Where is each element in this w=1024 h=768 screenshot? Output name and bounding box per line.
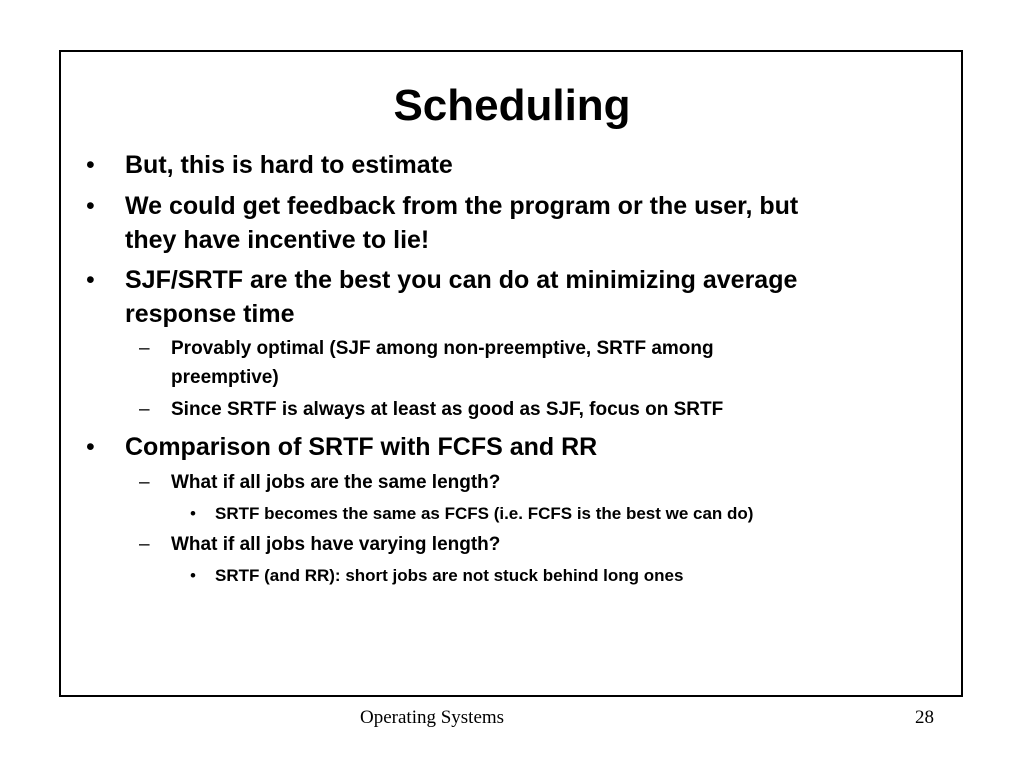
sub-bullet-4-2: What if all jobs have varying length? <box>171 534 501 555</box>
bullet-marker-2: • <box>86 192 95 220</box>
dash-marker-4-1: – <box>139 472 150 493</box>
sub-bullet-3-2: Since SRTF is always at least as good as SJF, focus on SRTF <box>171 399 724 420</box>
sub-bullet-3-1-line1: Provably optimal (SJF among non-preemptive, SRTF among <box>171 338 714 359</box>
bullet-marker-4-1-1: • <box>190 504 196 523</box>
slide-title-text: Scheduling <box>393 81 631 130</box>
bullet-marker-3: • <box>86 266 95 294</box>
sub-sub-bullet-4-2-1: SRTF (and RR): short jobs are not stuck behind long ones <box>215 566 684 585</box>
footer-course-title: Operating Systems <box>360 707 505 728</box>
bullet-4-text: Comparison of SRTF with FCFS and RR <box>125 433 598 461</box>
slide-title <box>0 79 1024 133</box>
bullet-marker-4-2-1: • <box>190 566 196 585</box>
bullet-2-text-line1: We could get feedback from the program or the user, but <box>125 192 799 220</box>
sub-bullet-4-1: What if all jobs are the same length? <box>171 472 501 493</box>
sub-sub-bullet-4-1-1: SRTF becomes the same as FCFS (i.e. FCFS is the best we can do) <box>215 504 754 523</box>
bullet-2-text-line2: they have incentive to lie! <box>125 226 430 254</box>
bullet-1-text: But, this is hard to estimate <box>125 151 453 179</box>
bullet-marker-1: • <box>86 151 95 179</box>
dash-marker-3-2: – <box>139 399 150 420</box>
sub-bullet-3-1-line2: preemptive) <box>171 367 279 388</box>
footer-page-number: 28 <box>915 707 934 728</box>
bullet-3-text-line2: response time <box>125 300 295 328</box>
bullet-marker-4: • <box>86 433 95 461</box>
bullet-3-text-line1: SJF/SRTF are the best you can do at minimizing average <box>125 266 798 294</box>
dash-marker-3-1: – <box>139 338 150 359</box>
dash-marker-4-2: – <box>139 534 150 555</box>
